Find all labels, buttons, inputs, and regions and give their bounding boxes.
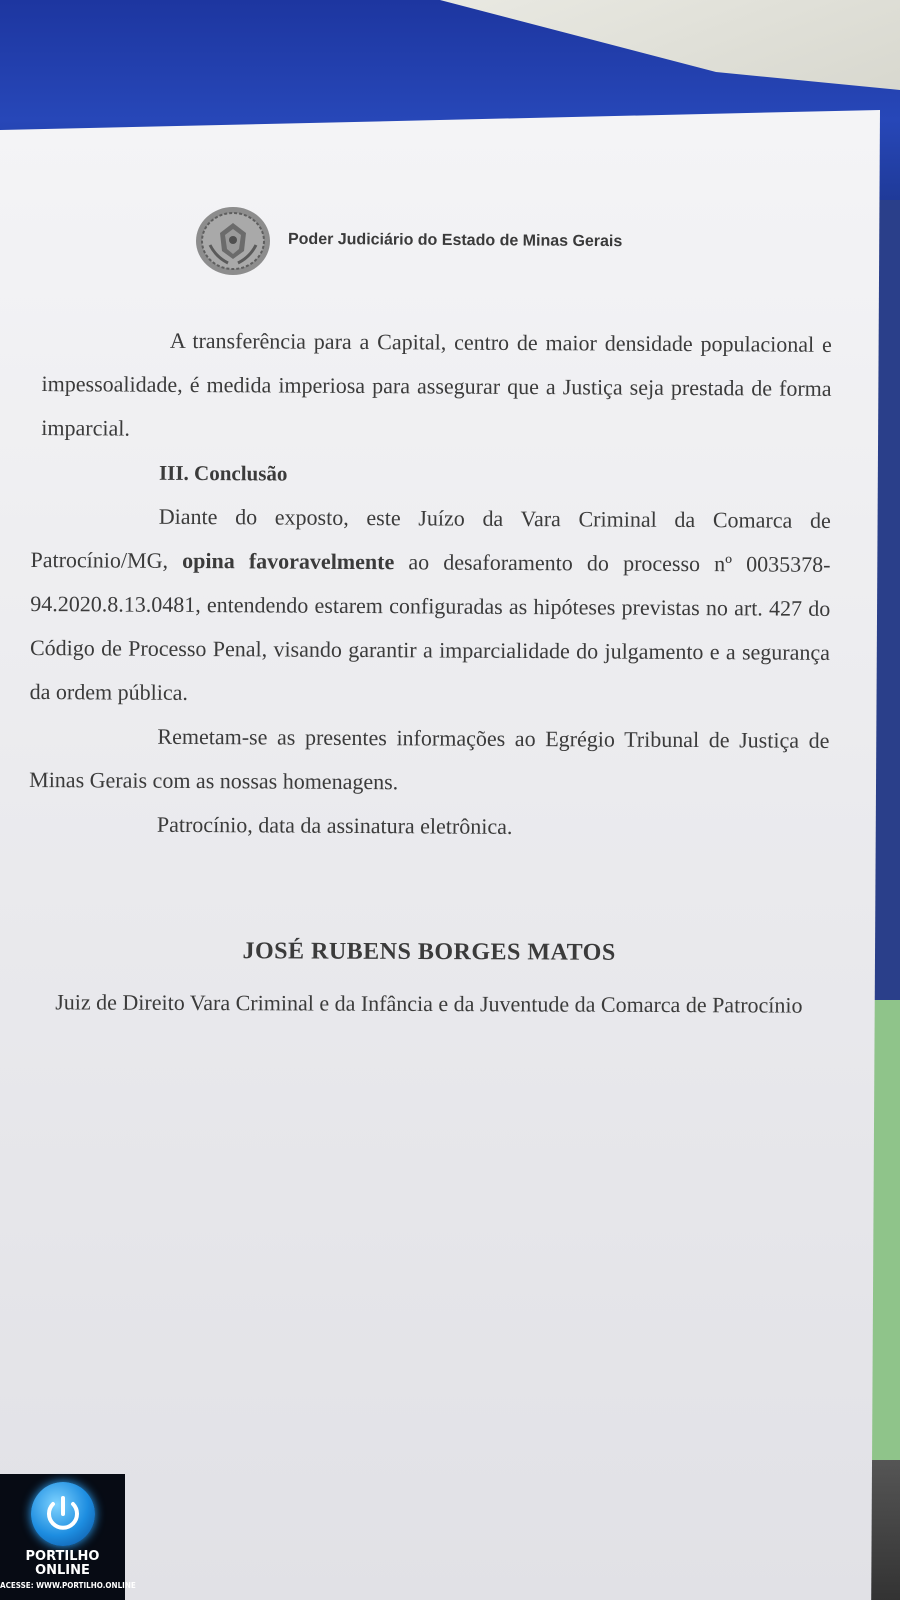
- portilho-online-watermark: [0, 1474, 136, 1600]
- paragraph-remittance: Remetam-se as presentes informações ao Egrégio Tribunal de Justiça de Minas Gerais com as nossas homenagens.: [29, 723, 830, 795]
- document-body: [29, 318, 832, 851]
- signature-block: [24, 928, 834, 1028]
- court-name: Poder Judiciário do Estado de Minas Gerais: [287, 230, 623, 251]
- logo-url: ACESSE: WWW.PORTILHO.ONLINE: [0, 1581, 136, 1590]
- logo-title-line2: ONLINE: [35, 1563, 90, 1578]
- logo-title-line1: PORTILHO: [25, 1549, 100, 1564]
- paragraph-conclusion: [30, 494, 831, 719]
- signatory-role: Juiz de Direito Vara Criminal e da Infância e da Juventude da Comarca de Patrocínio: [55, 989, 803, 1018]
- section-heading-conclusion: III. Conclusão: [158, 460, 288, 486]
- paragraph-conclusion-emphasis: opina favoravelmente: [182, 547, 395, 575]
- signatory-name: JOSÉ RUBENS BORGES MATOS: [242, 938, 616, 966]
- paragraph-transfer: A transferência para a Capital, centro de maior densidade populacional e impessoalidade, é medida imperiosa para assegurar que a Justiça seja prestada de forma imparcial.: [41, 327, 832, 441]
- coat-of-arms-seal-icon: [194, 205, 272, 277]
- logo-title: [0, 1550, 125, 1578]
- paragraph-conclusion-text-end: ao desaforamento do processo nº 0035378-94.2020.8.13.0481, entendendo estarem configuradas as hipóteses previstas no art. 427 do Código de Processo Penal, visando garantir a imparcialidade do julgamento e a segurança da ordem pública.: [29, 549, 831, 705]
- logo-badge: [31, 1482, 95, 1546]
- power-icon: [31, 1482, 95, 1546]
- paragraph-date: Patrocínio, data da assinatura eletrônica.: [156, 811, 513, 839]
- paragraph-conclusion-text-start: Diante do exposto, este Juízo da Vara Criminal da Comarca de Patrocínio/MG,: [30, 503, 831, 573]
- document-header: [194, 206, 714, 276]
